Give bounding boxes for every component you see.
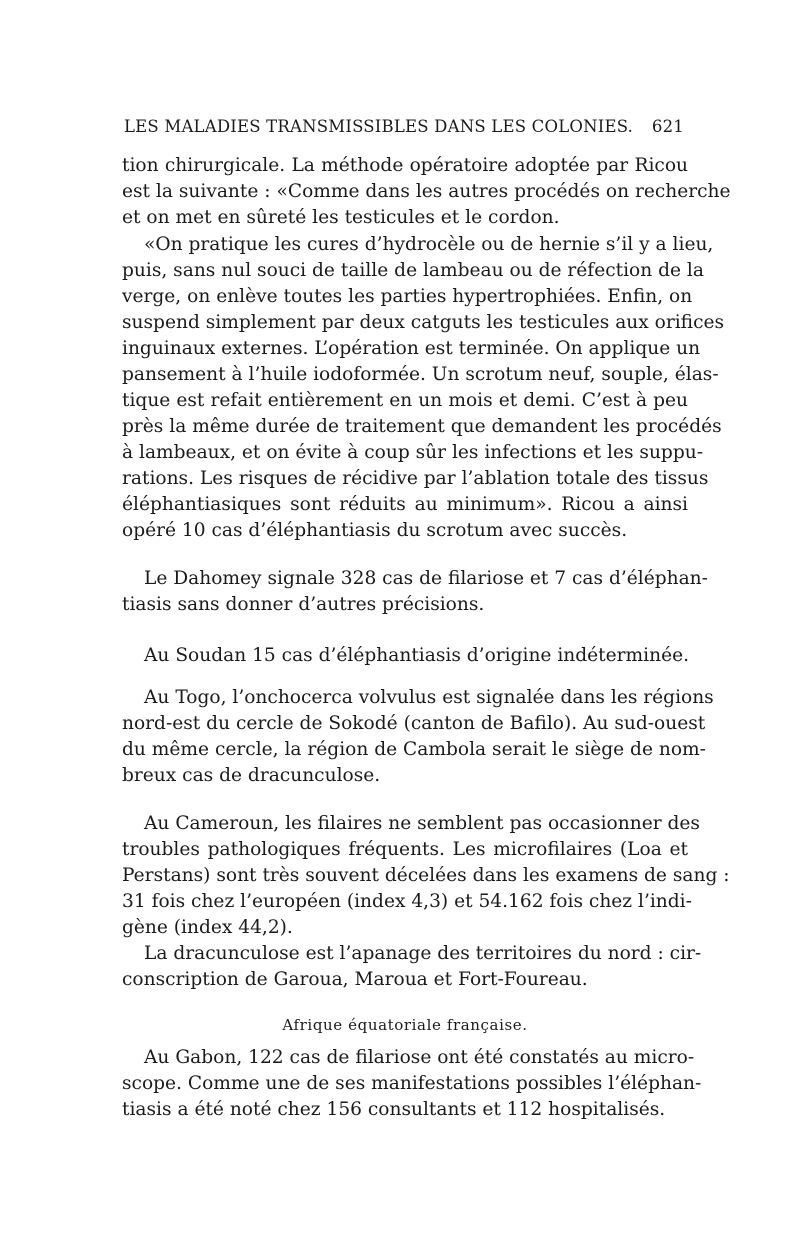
paragraph-6 [122,811,730,941]
text-line: gène (index 44,2). [122,917,293,938]
text-line: Perstans) sont très souvent décelées dans les examens de sang : [122,865,730,886]
text-line: et on met en sûreté les testicules et le cordon. [122,207,560,228]
paragraph-2 [122,232,725,544]
text-line: troubles pathologiques fréquents. Les microfilaires (Loa et [122,839,688,860]
text-line: nord-est du cercle de Sokodé (canton de Bafilo). Au sud-ouest [122,713,706,734]
paragraph-8 [122,1045,702,1123]
text-line: puis, sans nul souci de taille de lambeau ou de réfection de la [122,260,704,281]
text-line: à lambeaux, et on évite à coup sûr les infections et les suppu- [122,442,703,463]
text-line: tion chirurgicale. La méthode opératoire adoptée par Ricou [122,155,688,176]
text-line: tiasis a été noté chez 156 consultants et 112 hospitalisés. [122,1099,666,1120]
text-line: Le Dahomey signale 328 cas de filariose et 7 cas d’éléphan- [144,568,708,589]
paragraph-3 [122,566,708,618]
text-line: pansement à l’huile iodoformée. Un scrotum neuf, souple, élas- [122,364,719,385]
text-line: Au Soudan 15 cas d’éléphantiasis d’origine indéterminée. [144,645,690,666]
text-line: breux cas de dracunculose. [122,765,381,786]
page-number: 621 [651,117,684,136]
text-line: opéré 10 cas d’éléphantiasis du scrotum avec succès. [122,520,628,541]
text-line: est la suivante : «Comme dans les autres procédés on recherche [122,181,731,202]
text-line: éléphantiasiques sont réduits au minimum». Ricou a ainsi [122,494,688,515]
paragraph-5 [122,685,714,789]
text-line: inguinaux externes. L’opération est terminée. On applique un [122,338,701,359]
text-line: Au Togo, l’onchocerca volvulus est signalée dans les régions [144,687,714,708]
text-line: scope. Comme une de ses manifestations possibles l’éléphan- [122,1073,702,1094]
text-line: Au Gabon, 122 cas de filariose ont été constatés au micro- [144,1047,695,1068]
text-line: Au Cameroun, les filaires ne semblent pas occasionner des [144,813,700,834]
text-line: verge, on enlève toutes les parties hypertrophiées. Enfin, on [122,286,693,307]
running-head [124,117,684,136]
text-line: La dracunculose est l’apanage des territoires du nord : cir- [144,943,702,964]
text-line: près la même durée de traitement que demandent les procédés [122,416,722,437]
text-line: tiasis sans donner d’autres précisions. [122,594,485,615]
text-line: 31 fois chez l’européen (index 4,3) et 54.162 fois chez l’indi- [122,891,692,912]
text-line: conscription de Garoua, Maroua et Fort-Foureau. [122,969,588,990]
text-line: suspend simplement par deux catguts les testicules aux orifices [122,312,725,333]
text-line: tique est refait entièrement en un mois et demi. C’est à peu [122,390,688,411]
text-line: rations. Les risques de récidive par l’ablation totale des tissus [122,468,709,489]
text-line: du même cercle, la région de Cambola serait le siège de nom- [122,739,706,760]
paragraph-7 [122,941,702,993]
section-heading: Afrique équatoriale française. [282,1016,528,1034]
paragraph-1 [122,153,731,231]
running-title: LES MALADIES TRANSMISSIBLES DANS LES COLONIES. [124,117,634,136]
paragraph-4 [122,643,688,669]
text-line: «On pratique les cures d’hydrocèle ou de hernie s’il y a lieu, [144,234,714,255]
